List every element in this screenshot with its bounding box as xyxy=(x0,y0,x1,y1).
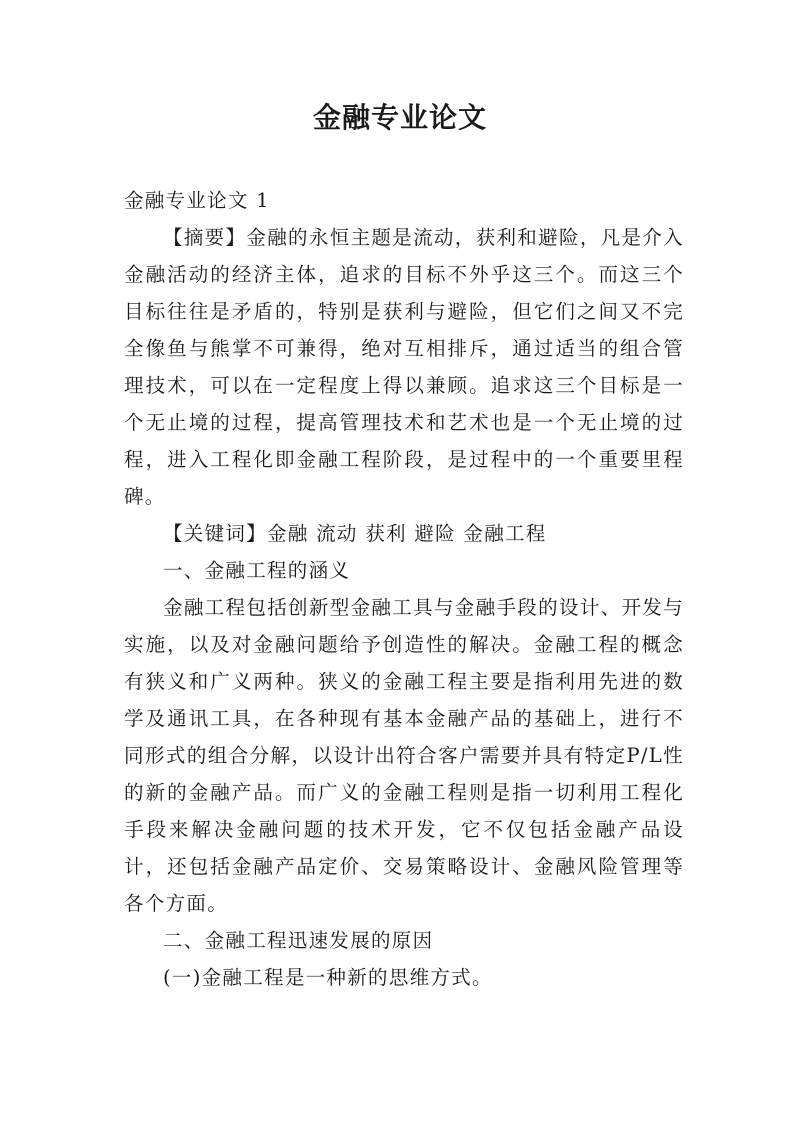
document-body xyxy=(124,182,684,996)
document-title: 金融专业论文 xyxy=(312,101,487,134)
section-heading-2: 二、金融工程迅速发展的原因 xyxy=(163,929,434,952)
section-heading-1: 一、金融工程的涵义 xyxy=(163,559,351,582)
keywords-paragraph: 【关键词】金融 流动 获利 避险 金融工程 xyxy=(163,522,547,545)
section-subtitle: 金融专业论文 1 xyxy=(124,189,271,212)
abstract-paragraph: 【摘要】金融的永恒主题是流动，获利和避险，凡是介入金融活动的经济主体，追求的目标不外乎这三个。而这三个目标往往是矛盾的，特别是获利与避险，但它们之间又不完全像鱼与熊掌不可兼得，绝对互相排斥，通过适当的组合管理技术，可以在一定程度上得以兼顾。追求这三个目标是一个无止境的过程，提高管理技术和艺术也是一个无止境的过程，进入工程化即金融工程阶段，是过程中的一个重要里程碑。 xyxy=(124,226,684,508)
subsection-heading: (一)金融工程是一种新的思维方式。 xyxy=(163,966,493,989)
body-paragraph: 金融工程包括创新型金融工具与金融手段的设计、开发与实施，以及对金融问题给予创造性的解决。金融工程的概念有狭义和广义两种。狭义的金融工程主要是指利用先进的数学及通讯工具，在各种现有基本金融产品的基础上，进行不同形式的组合分解，以设计出符合客户需要并具有特定P/L性的新的金融产品。而广义的金融工程则是指一切利用工程化手段来解决金融问题的技术开发，它不仅包括金融产品设计，还包括金融产品定价、交易策略设计、金融风险管理等各个方面。 xyxy=(124,596,684,915)
